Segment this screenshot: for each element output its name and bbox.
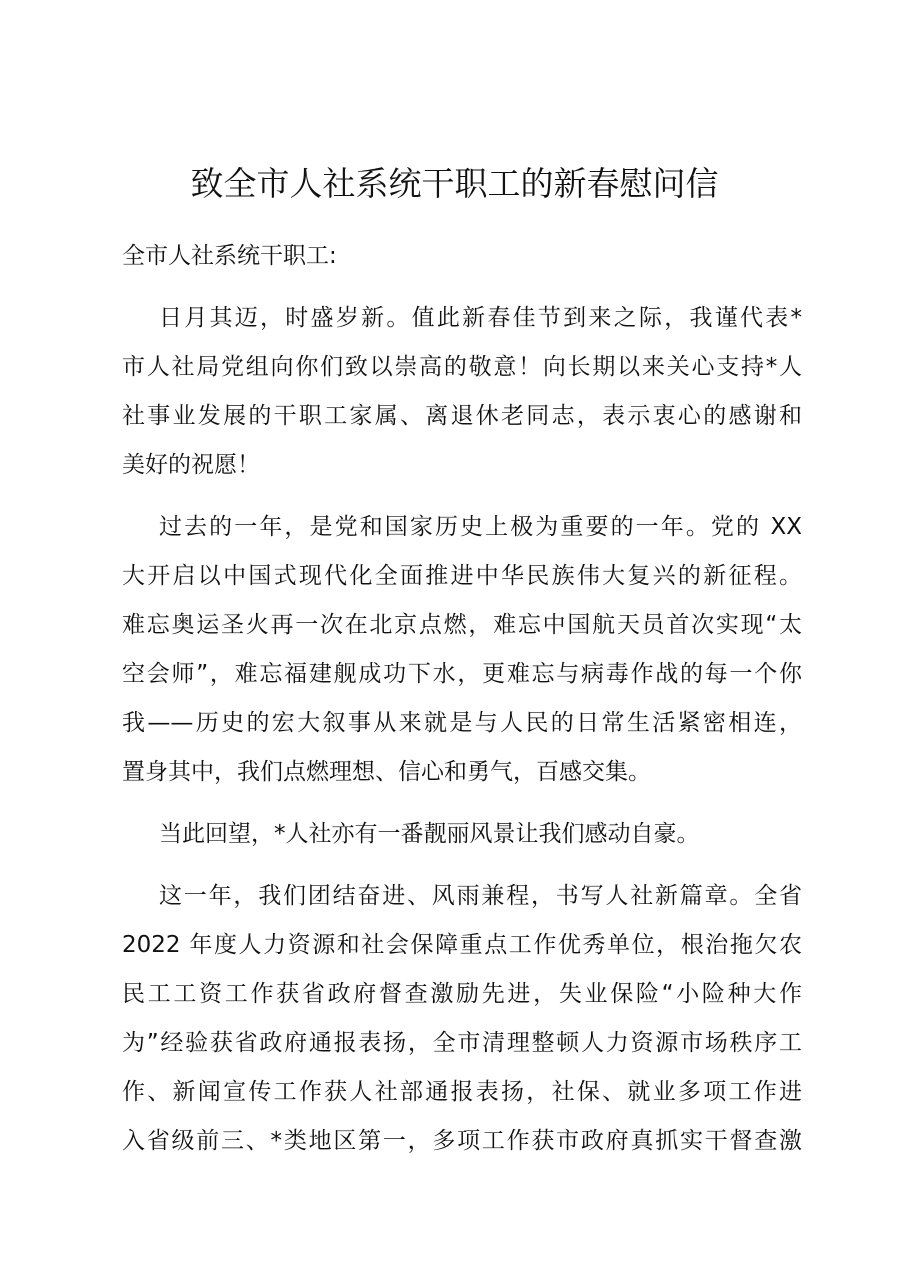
paragraph-line: 市人社局党组向你们致以崇高的敬意！向长期以来关心支持*人 <box>122 354 802 380</box>
paragraph-line: 置身其中，我们点燃理想、信心和勇气，百感交集。 <box>122 759 651 785</box>
paragraph-line: 当此回望，*人社亦有一番靓丽风景让我们感动自豪。 <box>159 821 700 847</box>
paragraph-line: 空会师”，难忘福建舰成功下水，更难忘与病毒作战的每一个你 <box>122 661 802 687</box>
paragraph-line: 难忘奥运圣火再一次在北京点燃，难忘中国航天员首次实现“太 <box>122 612 802 638</box>
paragraph-line: 社事业发展的干职工家属、离退休老同志，表示衷心的感谢和 <box>122 403 802 429</box>
paragraph-line: 入省级前三、*类地区第一，多项工作获市政府真抓实干督查激 <box>122 1128 802 1154</box>
paragraph-line: 作、新闻宣传工作获人社部通报表扬，社保、就业多项工作进 <box>122 1079 802 1105</box>
paragraph-1 <box>122 281 802 490</box>
paragraph-line: 美好的祝愿！ <box>122 452 260 478</box>
salutation: 全市人社系统干职工: <box>122 243 337 269</box>
paragraph-line: 这一年，我们团结奋进、风雨兼程，书写人社新篇章。全省 <box>159 883 802 909</box>
paragraph-line: 大开启以中国式现代化全面推进中华民族伟大复兴的新征程。 <box>122 563 802 589</box>
paragraph-4 <box>122 859 802 1166</box>
paragraph-2 <box>122 490 802 797</box>
paragraph-line: 为”经验获省政府通报表扬，全市清理整顿人力资源市场秩序工 <box>122 1030 802 1056</box>
paragraph-line: 日月其迈，时盛岁新。值此新春佳节到来之际，我谨代表* <box>159 305 802 331</box>
paragraph-line: 2022 年度人力资源和社会保障重点工作优秀单位，根治拖欠农 <box>122 932 802 958</box>
document-title: 致全市人社系统干职工的新春慰问信 <box>190 164 719 203</box>
document-body <box>122 232 802 1166</box>
paragraph-line: 民工工资工作获省政府督查激励先进，失业保险“小险种大作 <box>122 981 802 1007</box>
paragraph-line: 我——历史的宏大叙事从来就是与人民的日常生活紧密相连， <box>122 710 802 736</box>
paragraph-line: 过去的一年，是党和国家历史上极为重要的一年。党的 XX <box>159 514 802 540</box>
paragraph-3 <box>122 797 802 859</box>
